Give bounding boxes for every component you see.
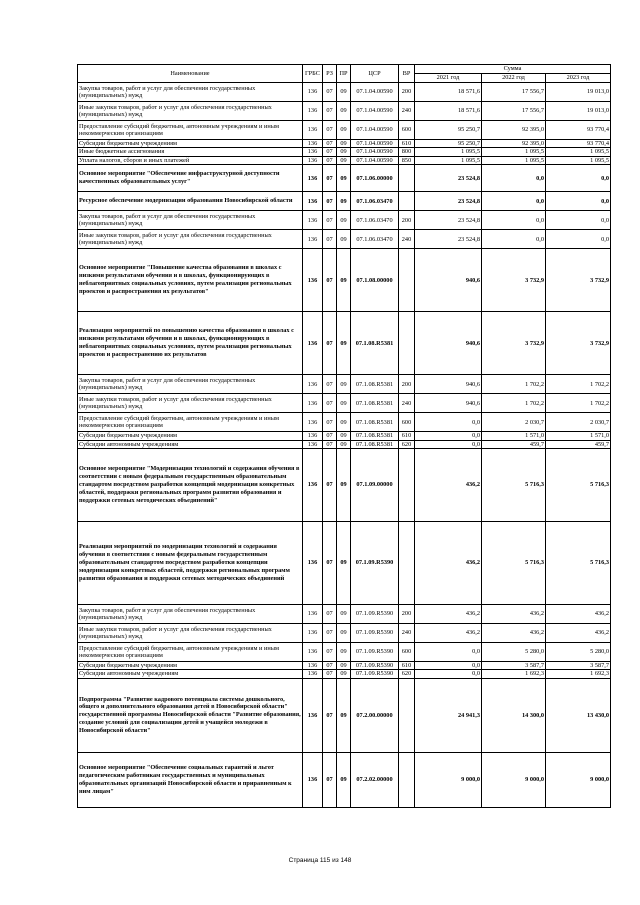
row-amount-2022: 17 556,7 xyxy=(482,102,546,121)
table-body xyxy=(78,83,611,808)
row-grbs: 136 xyxy=(303,662,323,670)
row-amount-2023: 0,0 xyxy=(546,211,611,230)
row-vr: 200 xyxy=(399,605,415,624)
row-vr: 240 xyxy=(399,624,415,643)
row-amount-2023: 3 587,7 xyxy=(546,662,611,670)
row-rz: 07 xyxy=(323,121,337,140)
row-rz: 07 xyxy=(323,156,337,164)
row-grbs: 136 xyxy=(303,678,323,752)
row-csr: 07.1.04.00590 xyxy=(351,121,399,140)
row-amount-2021: 18 571,6 xyxy=(415,102,482,121)
row-grbs: 136 xyxy=(303,752,323,807)
row-csr: 07.1.09.R5390 xyxy=(351,670,399,678)
row-vr: 610 xyxy=(399,140,415,148)
row-pr: 09 xyxy=(337,449,351,522)
row-amount-2023: 5 716,3 xyxy=(546,522,611,605)
table-row xyxy=(78,522,611,605)
row-rz: 07 xyxy=(323,449,337,522)
row-vr: 240 xyxy=(399,394,415,413)
page-number: Страница 115 из 148 xyxy=(288,857,352,864)
row-rz: 07 xyxy=(323,440,337,448)
row-name: Ресурсное обеспечение модернизации образования Новосибирской области xyxy=(78,192,303,211)
row-amount-2023: 3 732,9 xyxy=(546,312,611,375)
row-csr: 07.1.06.03470 xyxy=(351,211,399,230)
row-name: Реализация мероприятий по модернизации технологий и содержания обучения в соответствии с новым федеральным государственным образовательным стандартом посредством разработки концепции модернизации конкретных областей, поддержки региональных программ развития образования и поддержки сетевых методических объединений xyxy=(78,522,303,605)
row-vr: 610 xyxy=(399,662,415,670)
row-rz: 07 xyxy=(323,140,337,148)
row-amount-2023: 1 571,0 xyxy=(546,432,611,440)
row-vr: 240 xyxy=(399,102,415,121)
table-row xyxy=(78,121,611,140)
row-amount-2023: 3 732,9 xyxy=(546,249,611,312)
row-csr: 07.1.08.R5381 xyxy=(351,440,399,448)
row-name: Иные закупки товаров, работ и услуг для обеспечения государственных (муниципальных) нужд xyxy=(78,394,303,413)
row-rz: 07 xyxy=(323,148,337,156)
table-row xyxy=(78,678,611,752)
table-row xyxy=(78,662,611,670)
row-pr: 09 xyxy=(337,440,351,448)
row-csr: 07.1.08.00000 xyxy=(351,249,399,312)
row-vr: 200 xyxy=(399,83,415,102)
row-rz: 07 xyxy=(323,752,337,807)
row-amount-2022: 92 395,0 xyxy=(482,140,546,148)
row-grbs: 136 xyxy=(303,165,323,192)
row-vr xyxy=(399,678,415,752)
row-csr: 07.1.08.R5381 xyxy=(351,312,399,375)
row-rz: 07 xyxy=(323,413,337,432)
table-row xyxy=(78,211,611,230)
row-rz: 07 xyxy=(323,643,337,662)
row-amount-2021: 24 941,3 xyxy=(415,678,482,752)
row-name: Реализация мероприятий по повышению качества образования в школах с низкими результатами обучения и в школах, функционирующих в неблагоприятных социальных условиях, путем реализации региональных проектов и распространению их результатов xyxy=(78,312,303,375)
row-amount-2023: 0,0 xyxy=(546,165,611,192)
row-pr: 09 xyxy=(337,522,351,605)
row-grbs: 136 xyxy=(303,121,323,140)
table-row xyxy=(78,624,611,643)
header-year-2023: 2023 год xyxy=(546,74,611,83)
row-vr: 200 xyxy=(399,375,415,394)
row-name: Предоставление субсидий бюджетным, автономным учреждениям и иным некоммерческим организациям xyxy=(78,121,303,140)
row-grbs: 136 xyxy=(303,432,323,440)
row-name: Иные бюджетные ассигнования xyxy=(78,148,303,156)
row-name: Закупка товаров, работ и услуг для обеспечения государственных (муниципальных) нужд xyxy=(78,83,303,102)
row-pr: 09 xyxy=(337,165,351,192)
row-amount-2022: 1 571,0 xyxy=(482,432,546,440)
row-rz: 07 xyxy=(323,670,337,678)
row-amount-2021: 940,6 xyxy=(415,375,482,394)
row-rz: 07 xyxy=(323,102,337,121)
row-name: Закупка товаров, работ и услуг для обеспечения государственных (муниципальных) нужд xyxy=(78,211,303,230)
row-amount-2021: 940,6 xyxy=(415,249,482,312)
row-amount-2022: 92 395,0 xyxy=(482,121,546,140)
row-amount-2022: 9 000,0 xyxy=(482,752,546,807)
row-amount-2022: 1 702,2 xyxy=(482,375,546,394)
row-amount-2021: 1 095,5 xyxy=(415,156,482,164)
row-amount-2021: 1 095,5 xyxy=(415,148,482,156)
row-amount-2023: 9 000,0 xyxy=(546,752,611,807)
row-name: Субсидии автономным учреждениям xyxy=(78,440,303,448)
row-csr: 07.1.06.03470 xyxy=(351,230,399,249)
row-amount-2021: 0,0 xyxy=(415,643,482,662)
row-name: Основное мероприятие "Обеспечение социальных гарантий и льгот педагогическим работникам государственных и муниципальных образовательных организаций Новосибирской области и приравненным к ним лицам" xyxy=(78,752,303,807)
row-pr: 09 xyxy=(337,662,351,670)
row-csr: 07.1.08.R5381 xyxy=(351,432,399,440)
row-vr xyxy=(399,165,415,192)
row-rz: 07 xyxy=(323,192,337,211)
row-csr: 07.1.08.R5381 xyxy=(351,375,399,394)
table-row xyxy=(78,148,611,156)
row-grbs: 136 xyxy=(303,140,323,148)
row-amount-2022: 2 030,7 xyxy=(482,413,546,432)
row-amount-2022: 0,0 xyxy=(482,230,546,249)
row-vr: 610 xyxy=(399,432,415,440)
row-vr xyxy=(399,192,415,211)
row-csr: 07.2.02.00000 xyxy=(351,752,399,807)
row-amount-2021: 436,2 xyxy=(415,449,482,522)
row-amount-2023: 1 702,2 xyxy=(546,375,611,394)
row-amount-2023: 1 095,5 xyxy=(546,156,611,164)
row-name: Субсидии бюджетным учреждениям xyxy=(78,662,303,670)
row-csr: 07.1.04.00590 xyxy=(351,83,399,102)
row-amount-2023: 13 430,0 xyxy=(546,678,611,752)
row-rz: 07 xyxy=(323,678,337,752)
row-vr: 800 xyxy=(399,148,415,156)
row-amount-2022: 1 095,5 xyxy=(482,148,546,156)
row-pr: 09 xyxy=(337,83,351,102)
table-row xyxy=(78,752,611,807)
row-amount-2022: 436,2 xyxy=(482,605,546,624)
row-amount-2021: 436,2 xyxy=(415,605,482,624)
row-amount-2022: 5 280,0 xyxy=(482,643,546,662)
table-row xyxy=(78,165,611,192)
row-csr: 07.1.06.00000 xyxy=(351,165,399,192)
row-amount-2023: 5 716,3 xyxy=(546,449,611,522)
row-amount-2023: 2 030,7 xyxy=(546,413,611,432)
row-name: Субсидии бюджетным учреждениям xyxy=(78,432,303,440)
row-vr: 850 xyxy=(399,156,415,164)
row-amount-2022: 436,2 xyxy=(482,624,546,643)
row-pr: 09 xyxy=(337,670,351,678)
row-pr: 09 xyxy=(337,394,351,413)
row-rz: 07 xyxy=(323,605,337,624)
table-row xyxy=(78,432,611,440)
row-csr: 07.1.04.00590 xyxy=(351,140,399,148)
row-amount-2022: 0,0 xyxy=(482,192,546,211)
row-name: Уплата налогов, сборов и иных платежей xyxy=(78,156,303,164)
row-amount-2022: 459,7 xyxy=(482,440,546,448)
row-amount-2021: 95 250,7 xyxy=(415,121,482,140)
row-grbs: 136 xyxy=(303,156,323,164)
row-amount-2021: 23 524,8 xyxy=(415,165,482,192)
row-pr: 09 xyxy=(337,432,351,440)
row-grbs: 136 xyxy=(303,312,323,375)
table-row xyxy=(78,643,611,662)
row-amount-2021: 0,0 xyxy=(415,413,482,432)
row-amount-2021: 436,2 xyxy=(415,522,482,605)
row-amount-2022: 14 300,0 xyxy=(482,678,546,752)
row-pr: 09 xyxy=(337,624,351,643)
row-amount-2021: 9 000,0 xyxy=(415,752,482,807)
row-grbs: 136 xyxy=(303,211,323,230)
row-grbs: 136 xyxy=(303,670,323,678)
row-pr: 09 xyxy=(337,375,351,394)
row-pr: 09 xyxy=(337,752,351,807)
row-rz: 07 xyxy=(323,432,337,440)
row-vr xyxy=(399,522,415,605)
row-pr: 09 xyxy=(337,312,351,375)
row-pr: 09 xyxy=(337,102,351,121)
row-csr: 07.1.09.R5390 xyxy=(351,522,399,605)
row-pr: 09 xyxy=(337,192,351,211)
row-amount-2023: 0,0 xyxy=(546,192,611,211)
table-row xyxy=(78,156,611,164)
row-name: Субсидии автономным учреждениям xyxy=(78,670,303,678)
row-pr: 09 xyxy=(337,156,351,164)
row-amount-2021: 940,6 xyxy=(415,312,482,375)
header-vr: ВР xyxy=(399,65,415,83)
row-csr: 07.1.09.R5390 xyxy=(351,624,399,643)
row-amount-2023: 459,7 xyxy=(546,440,611,448)
row-amount-2023: 1 692,3 xyxy=(546,670,611,678)
row-csr: 07.1.04.00590 xyxy=(351,156,399,164)
row-grbs: 136 xyxy=(303,148,323,156)
row-amount-2022: 17 556,7 xyxy=(482,83,546,102)
row-rz: 07 xyxy=(323,230,337,249)
row-amount-2022: 5 716,3 xyxy=(482,449,546,522)
header-rz: РЗ xyxy=(323,65,337,83)
row-vr xyxy=(399,249,415,312)
header-grbs: ГРБС xyxy=(303,65,323,83)
row-amount-2022: 5 716,3 xyxy=(482,522,546,605)
row-name: Иные закупки товаров, работ и услуг для обеспечения государственных (муниципальных) нужд xyxy=(78,624,303,643)
row-pr: 09 xyxy=(337,605,351,624)
header-name: Наименование xyxy=(78,65,303,83)
row-grbs: 136 xyxy=(303,102,323,121)
row-grbs: 136 xyxy=(303,624,323,643)
row-grbs: 136 xyxy=(303,249,323,312)
row-csr: 07.1.04.00590 xyxy=(351,102,399,121)
row-amount-2021: 436,2 xyxy=(415,624,482,643)
row-name: Подпрограмма "Развитие кадрового потенциала системы дошкольного, общего и дополнительного образования детей в Новосибирской области" государственной программы Новосибирской области "Развитие образования, создание условий для социализации детей и учащейся молодежи в Новосибирской области" xyxy=(78,678,303,752)
row-amount-2023: 19 013,0 xyxy=(546,83,611,102)
table-row xyxy=(78,102,611,121)
row-amount-2022: 3 732,9 xyxy=(482,249,546,312)
row-vr: 200 xyxy=(399,211,415,230)
row-amount-2022: 0,0 xyxy=(482,211,546,230)
row-pr: 09 xyxy=(337,211,351,230)
row-grbs: 136 xyxy=(303,522,323,605)
table-row xyxy=(78,312,611,375)
row-name: Основное мероприятие "Обеспечение инфраструктурной доступности качественных образовательных услуг" xyxy=(78,165,303,192)
row-amount-2021: 18 571,6 xyxy=(415,83,482,102)
row-amount-2022: 3 587,7 xyxy=(482,662,546,670)
row-amount-2023: 93 770,4 xyxy=(546,121,611,140)
table-row xyxy=(78,140,611,148)
row-name: Субсидии бюджетным учреждениям xyxy=(78,140,303,148)
row-amount-2023: 1 095,5 xyxy=(546,148,611,156)
row-grbs: 136 xyxy=(303,449,323,522)
budget-table xyxy=(77,64,611,808)
row-vr xyxy=(399,312,415,375)
row-amount-2021: 23 524,8 xyxy=(415,192,482,211)
row-rz: 07 xyxy=(323,394,337,413)
header-sum: Сумма xyxy=(415,65,611,74)
row-grbs: 136 xyxy=(303,192,323,211)
table-row xyxy=(78,670,611,678)
row-vr: 600 xyxy=(399,413,415,432)
row-amount-2021: 940,6 xyxy=(415,394,482,413)
row-name: Иные закупки товаров, работ и услуг для обеспечения государственных (муниципальных) нужд xyxy=(78,102,303,121)
row-amount-2023: 19 013,0 xyxy=(546,102,611,121)
table-row xyxy=(78,249,611,312)
row-amount-2021: 0,0 xyxy=(415,432,482,440)
row-rz: 07 xyxy=(323,165,337,192)
row-csr: 07.1.08.R5381 xyxy=(351,394,399,413)
row-amount-2021: 0,0 xyxy=(415,662,482,670)
row-vr: 620 xyxy=(399,670,415,678)
row-grbs: 136 xyxy=(303,375,323,394)
row-amount-2023: 436,2 xyxy=(546,605,611,624)
row-vr xyxy=(399,752,415,807)
row-vr: 600 xyxy=(399,121,415,140)
row-pr: 09 xyxy=(337,643,351,662)
row-pr: 09 xyxy=(337,148,351,156)
row-amount-2021: 23 524,8 xyxy=(415,211,482,230)
budget-sheet xyxy=(77,64,610,808)
row-grbs: 136 xyxy=(303,394,323,413)
row-csr: 07.1.09.R5390 xyxy=(351,605,399,624)
row-rz: 07 xyxy=(323,662,337,670)
table-row xyxy=(78,394,611,413)
row-rz: 07 xyxy=(323,522,337,605)
row-amount-2022: 1 702,2 xyxy=(482,394,546,413)
row-name: Иные закупки товаров, работ и услуг для обеспечения государственных (муниципальных) нужд xyxy=(78,230,303,249)
row-name: Предоставление субсидий бюджетным, автономным учреждениям и иным некоммерческим организациям xyxy=(78,413,303,432)
row-rz: 07 xyxy=(323,624,337,643)
row-rz: 07 xyxy=(323,83,337,102)
row-vr xyxy=(399,449,415,522)
header-csr: ЦСР xyxy=(351,65,399,83)
row-grbs: 136 xyxy=(303,83,323,102)
table-row xyxy=(78,83,611,102)
row-amount-2023: 0,0 xyxy=(546,230,611,249)
row-csr: 07.1.04.00590 xyxy=(351,148,399,156)
header-year-2022: 2022 год xyxy=(482,74,546,83)
row-amount-2022: 0,0 xyxy=(482,165,546,192)
row-rz: 07 xyxy=(323,375,337,394)
row-name: Основное мероприятие "Модернизация технологий и содержания обучения в соответствии с новым федеральным государственным образовательным стандартом посредством разработки концепций модернизации конкретных областей, поддержки региональных программ развития образования и поддержки сетевых методических объединений" xyxy=(78,449,303,522)
row-pr: 09 xyxy=(337,230,351,249)
row-csr: 07.1.09.R5390 xyxy=(351,662,399,670)
table-row xyxy=(78,375,611,394)
row-grbs: 136 xyxy=(303,643,323,662)
row-csr: 07.2.00.00000 xyxy=(351,678,399,752)
row-amount-2022: 1 095,5 xyxy=(482,156,546,164)
row-amount-2023: 93 770,4 xyxy=(546,140,611,148)
row-amount-2021: 0,0 xyxy=(415,440,482,448)
table-row xyxy=(78,449,611,522)
header-pr: ПР xyxy=(337,65,351,83)
row-name: Предоставление субсидий бюджетным, автономным учреждениям и иным некоммерческим организациям xyxy=(78,643,303,662)
row-grbs: 136 xyxy=(303,605,323,624)
row-csr: 07.1.09.00000 xyxy=(351,449,399,522)
row-rz: 07 xyxy=(323,312,337,375)
table-row xyxy=(78,605,611,624)
row-csr: 07.1.08.R5381 xyxy=(351,413,399,432)
row-pr: 09 xyxy=(337,678,351,752)
row-amount-2022: 1 692,3 xyxy=(482,670,546,678)
row-amount-2021: 95 250,7 xyxy=(415,140,482,148)
row-grbs: 136 xyxy=(303,230,323,249)
row-name: Закупка товаров, работ и услуг для обеспечения государственных (муниципальных) нужд xyxy=(78,605,303,624)
row-name: Основное мероприятие "Повышение качества образования в школах с низкими результатами обучения и в школах, функционирующих в неблагоприятных социальных условиях, путем реализации региональных проектов и распространения их результатов" xyxy=(78,249,303,312)
row-amount-2022: 3 732,9 xyxy=(482,312,546,375)
table-row xyxy=(78,413,611,432)
table-row xyxy=(78,440,611,448)
row-csr: 07.1.09.R5390 xyxy=(351,643,399,662)
row-vr: 240 xyxy=(399,230,415,249)
row-pr: 09 xyxy=(337,121,351,140)
header-year-2021: 2021 год xyxy=(415,74,482,83)
row-pr: 09 xyxy=(337,413,351,432)
row-rz: 07 xyxy=(323,211,337,230)
row-amount-2021: 23 524,8 xyxy=(415,230,482,249)
table-row xyxy=(78,230,611,249)
row-amount-2023: 5 280,0 xyxy=(546,643,611,662)
row-vr: 620 xyxy=(399,440,415,448)
row-grbs: 136 xyxy=(303,413,323,432)
row-pr: 09 xyxy=(337,249,351,312)
row-amount-2023: 1 702,2 xyxy=(546,394,611,413)
row-rz: 07 xyxy=(323,249,337,312)
row-pr: 09 xyxy=(337,140,351,148)
row-name: Закупка товаров, работ и услуг для обеспечения государственных (муниципальных) нужд xyxy=(78,375,303,394)
row-amount-2023: 436,2 xyxy=(546,624,611,643)
row-amount-2021: 0,0 xyxy=(415,670,482,678)
table-row xyxy=(78,192,611,211)
row-grbs: 136 xyxy=(303,440,323,448)
row-vr: 600 xyxy=(399,643,415,662)
row-csr: 07.1.06.03470 xyxy=(351,192,399,211)
